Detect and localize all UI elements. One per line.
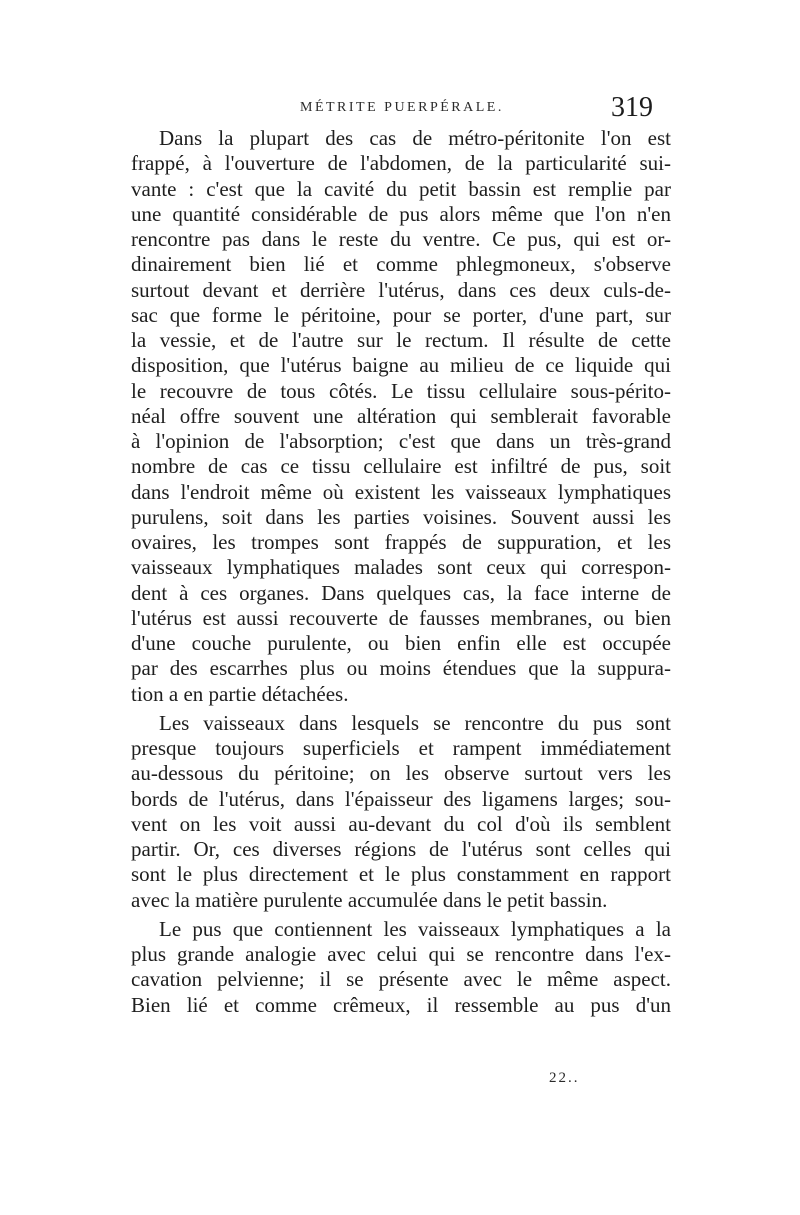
text-line: bords de l'utérus, dans l'épaisseur des ligamens larges; sou- — [131, 786, 671, 811]
running-head — [0, 92, 800, 122]
body-text — [131, 126, 671, 1018]
text-line: tion a en partie détachées. — [131, 681, 349, 706]
paragraph-3 — [131, 917, 671, 1018]
text-line: par des escarrhes plus ou moins étendues que la suppura- — [131, 656, 671, 681]
page-number: 319 — [611, 92, 653, 123]
text-line: d'une couche purulente, ou bien enfin elle est occupée — [131, 631, 671, 655]
text-line: vante : c'est que la cavité du petit bassin est remplie par — [131, 176, 671, 201]
text-line: dinairement bien lié et comme phlegmoneux, s'observe — [131, 252, 671, 277]
text-line: à l'opinion de l'absorption; c'est que dans un très-grand — [131, 429, 671, 453]
text-line: purulens, soit dans les parties voisines. Souvent aussi les — [131, 504, 671, 529]
text-line: une quantité considérable de pus alors même que l'on n'en — [131, 201, 671, 226]
text-line: la vessie, et de l'autre sur le rectum. Il résulte de cette — [131, 328, 671, 352]
text-line: rencontre pas dans le reste du ventre. Ce pus, qui est or- — [131, 227, 671, 251]
text-line: avec la matière purulente accumulée dans le petit bassin. — [131, 887, 608, 912]
signature-mark: 22.. — [549, 1070, 580, 1086]
text-line: disposition, que l'utérus baigne au milieu de ce liquide qui — [131, 353, 671, 378]
text-line: le recouvre de tous côtés. Le tissu cellulaire sous-périto- — [131, 378, 671, 403]
paragraph-1 — [131, 126, 671, 707]
text-line: sac que forme le péritoine, pour se porter, d'une part, sur — [131, 302, 671, 327]
text-line: surtout devant et derrière l'utérus, dans ces deux culs-de- — [131, 277, 671, 302]
text-line: Bien lié et comme crêmeux, il ressemble au pus d'un — [131, 992, 671, 1017]
text-line: partir. Or, ces diverses régions de l'utérus sont celles qui — [131, 837, 671, 861]
text-line: au-dessous du péritoine; on les observe surtout vers les — [131, 761, 671, 786]
text-line: cavation pelvienne; il se présente avec le même aspect. — [131, 967, 671, 992]
text-line: nombre de cas ce tissu cellulaire est infiltré de pus, soit — [131, 454, 671, 479]
paragraph-2 — [131, 711, 671, 913]
text-line: Le pus que contiennent les vaisseaux lymphatiques a la — [159, 916, 671, 941]
text-line: Dans la plupart des cas de métro-péritonite l'on est — [159, 126, 671, 150]
running-title: MÉTRITE PUERPÉRALE. — [300, 100, 504, 115]
text-line: frappé, à l'ouverture de l'abdomen, de la particularité sui- — [131, 151, 671, 176]
text-line: presque toujours superficiels et rampent immédiatement — [131, 736, 671, 760]
text-line: dans l'endroit même où existent les vaisseaux lymphatiques — [131, 479, 671, 504]
text-line: plus grande analogie avec celui qui se rencontre dans l'ex- — [131, 942, 671, 966]
text-line: dent à ces organes. Dans quelques cas, la face interne de — [131, 580, 671, 605]
text-line: sont le plus directement et le plus constamment en rapport — [131, 862, 671, 887]
text-line: vent on les voit aussi au-devant du col d'où ils semblent — [131, 811, 671, 836]
text-line: néal offre souvent une altération qui semblerait favorable — [131, 403, 671, 428]
text-line: ovaires, les trompes sont frappés de suppuration, et les — [131, 530, 671, 554]
text-line: l'utérus est aussi recouverte de fausses membranes, ou bien — [131, 605, 671, 630]
text-line: vaisseaux lymphatiques malades sont ceux qui correspon- — [131, 555, 671, 580]
text-line: Les vaisseaux dans lesquels se rencontre du pus sont — [159, 710, 671, 735]
